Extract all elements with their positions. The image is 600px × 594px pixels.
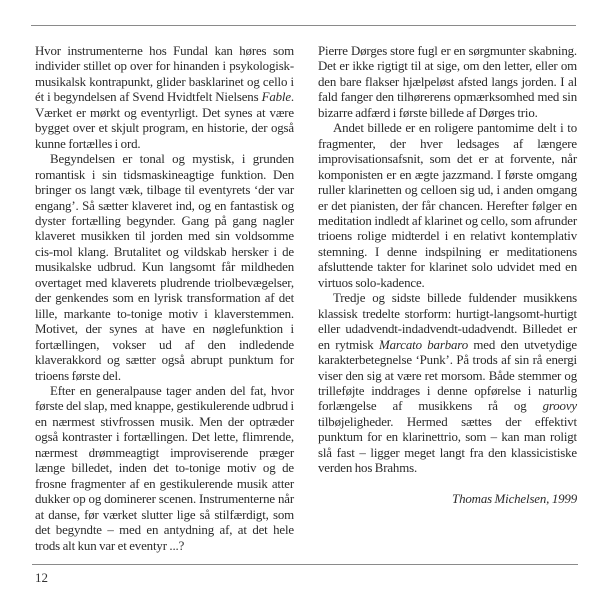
paragraph — [318, 44, 577, 121]
text-run: Begyndelsen er tonal og mystisk, i grunden romantisk i sin tidsmaskineagtige funktion. Den bringer os langt væk, tilbage til eventyrets ‘der var engang’. Så sætter klaveret ind, og en fantastisk og dyster fortælling begynder. Gang på gang nagler klaveret musikken til jorden med sin voldsomme cis-mol klang. Brutalitet og vildskab hersker i de musikalske udbrud. Kun langsomt får mildheden overtaget med klaverets pludrende triolbevægelser, der genkendes som en lyrisk transformation af det lille, markante to-tonige motiv i klaverstemmen. Motivet, der synes at have en nøglefunktion i fortællingen, vokser ud af den indledende klaverakkord og sætter også abrupt punktum for trioens første del. — [35, 152, 294, 383]
italic-title: Fable — [261, 90, 291, 105]
top-rule — [31, 25, 576, 26]
paragraph — [35, 384, 294, 554]
text-run: Hvor instrumenterne hos Fundal kan høres som individer stillet op over for hinanden i psykologisk-musikalsk kontrapunkt, glider basklarinet og cello i ét i begyndelsen af Svend Hvidtfelt Nielsens — [35, 44, 294, 105]
paragraph — [318, 291, 577, 476]
italic-term: groovy — [542, 399, 577, 414]
paragraph — [35, 44, 294, 152]
text-run: . Værket er mørkt og eventyrligt. Det synes at være bygget over et skjult program, en historie, der også kunne fortælles i ord. — [35, 90, 294, 151]
paragraph — [35, 152, 294, 384]
text-run: Andet billede er en roligere pantomime delt i to fragmenter, der hver ledsages af længere improvisationsafsnit, som det er at forvente, når komponisten er en ægte jazzmand. I første omgang ruller klarinetten og celloen sig ud, i anden omgang er det pianisten, der får chancen. Herefter følger en meditation indledt af klarinet og cello, som afrunder trioens rolige midterdel i en relativt kontemplativ stemning. I denne indspilning er meditationens afsluttende takter for klarinet solo udvidet med en virtuos solo-kadence. — [318, 121, 577, 290]
page-number: 12 — [35, 570, 48, 585]
italic-term: Marcato barbaro — [379, 337, 468, 352]
bottom-rule — [32, 564, 578, 565]
text-run: med den utvetydige karakterbetegnelse ‘Punk’. På trods af sin rå energi viser den sig at være ret morsom. Både stemmer og trilleføjte inddrages i denne opførelse i naturlig forlængelse af musikkens rå og — [318, 337, 577, 414]
text-run: Pierre Dørges store fugl er en sørgmunter skabning. Det er ikke rigtigt til at sige, om den letter, eller om den bare flakser hjælpeløst afsted langs jorden. I al fald fanger den tilhørerens opmærksomhed med sin bizarre adfærd i første billede af Dørges trio. — [318, 44, 577, 120]
text-run: Efter en generalpause tager anden del fat, hvor første del slap, med knappe, gestikulerende udbrud i en nærmest stivfrossen musik. Men der optræder også kontraster i fortællingen. Det lette, flimrende, nærmest drømmeagtigt improviserende præger længe billedet, inden det to-tonige motiv og de frosne fragmenter af en gestikulerende musik atter dukker op og dominerer scenen. Instrumenterne når at danse, før værket slutter lige så stilfærdigt, som det begyndte – med en antydning af, at det hele trods alt kun var et eventyr ...? — [35, 383, 294, 553]
right-column — [318, 44, 577, 507]
text-run: tilbøjeligheder. Hermed sættes der effektivt punktum for en klarinettrio, som – kan man roligt slå fast – ligger meget langt fra den klassicistiske verden hos Brahms. — [318, 414, 577, 476]
author-signature: Thomas Michelsen, 1999 — [452, 491, 577, 506]
left-column — [35, 44, 294, 554]
paragraph — [318, 121, 577, 291]
text-run: Tredje og sidste billede fuldender musikkens klassisk tredelte storform: hurtigt-langsomt-hurtigt eller udadvendt-indadvendt-udadvendt. Billedet er en rytmisk — [318, 291, 577, 352]
